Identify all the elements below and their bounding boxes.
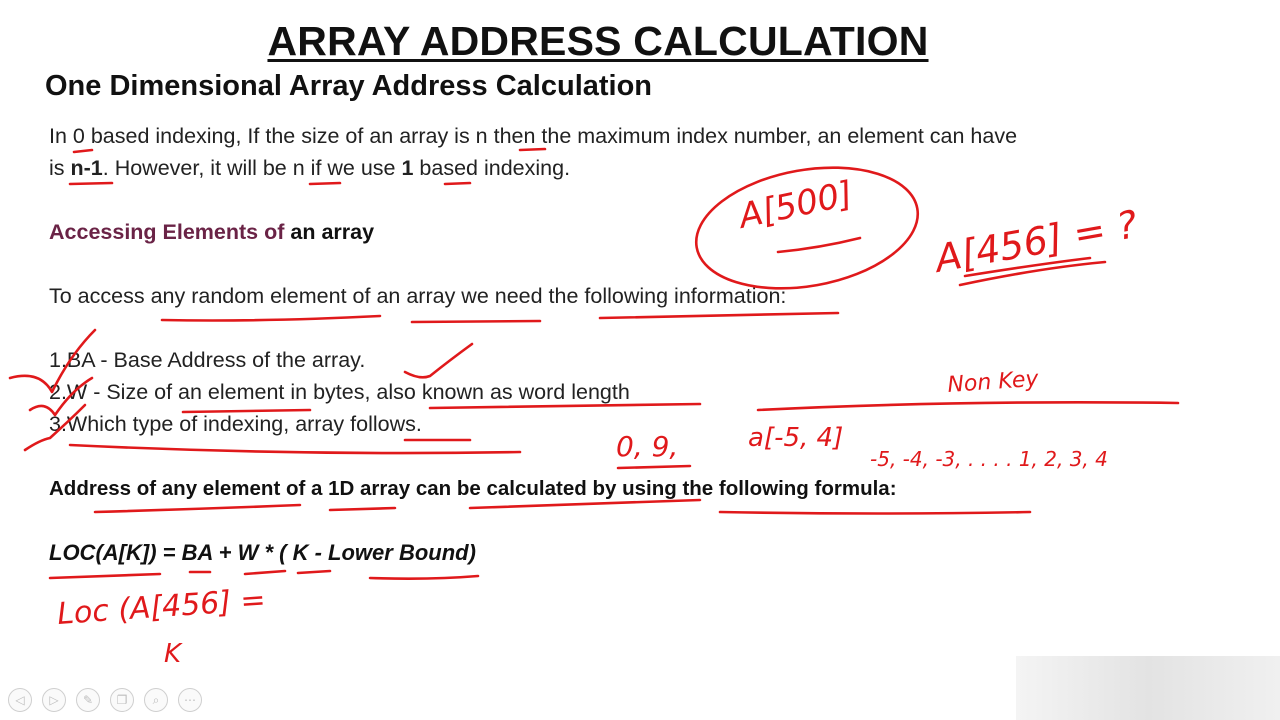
ink-underline	[960, 262, 1105, 285]
next-icon[interactable]: ▷	[42, 688, 66, 712]
list-item: 2.W - Size of an element in bytes, also known as word length	[49, 380, 630, 404]
ink-text-range: a[-5, 4]	[748, 423, 844, 453]
ink-underline	[330, 508, 395, 510]
zoom-icon[interactable]: ⌕	[144, 688, 168, 712]
ink-text-indices: 0, 9,	[616, 430, 679, 463]
ink-underline	[618, 466, 690, 468]
ink-text-range-values: -5, -4, -3, . . . . 1, 2, 3, 4	[870, 447, 1108, 471]
prev-icon[interactable]: ◁	[8, 688, 32, 712]
ink-underline	[445, 183, 470, 184]
copy-icon[interactable]: ❐	[110, 688, 134, 712]
list-item: 3.Which type of indexing, array follows.	[49, 412, 422, 436]
ink-underline	[720, 512, 1030, 514]
webcam-overlay	[1016, 656, 1280, 720]
ink-circle	[687, 151, 928, 304]
info-line: To access any random element of an array we need the following information:	[49, 284, 787, 308]
ink-underline	[310, 183, 340, 184]
ink-underline	[600, 313, 838, 318]
intro-line-1: In 0 based indexing, If the size of an array is n then the maximum index number, an element can have	[49, 124, 1018, 148]
ink-underline	[95, 505, 300, 512]
formula-intro: Address of any element of a 1D array can be calculated by using the following formula:	[49, 477, 897, 500]
formula: LOC(A[K]) = BA + W * ( K - Lower Bound)	[49, 540, 476, 565]
ink-text-loc: Loc (A[456] =	[56, 582, 267, 632]
ink-underline	[162, 316, 380, 321]
list-item: 1.BA - Base Address of the array.	[49, 348, 366, 372]
ink-underline	[370, 576, 478, 579]
intro-line-2: is n-1. However, it will be n if we use 1 based indexing.	[49, 156, 571, 180]
ink-underline	[74, 150, 92, 152]
slide-subtitle: One Dimensional Array Address Calculation	[45, 70, 653, 102]
more-icon[interactable]: ⋯	[178, 688, 202, 712]
one-based: 1	[401, 156, 414, 180]
pen-icon[interactable]: ✎	[76, 688, 100, 712]
ink-underline	[778, 238, 860, 252]
ink-text-nonkey: Non Key	[946, 366, 1040, 398]
ink-underline	[70, 183, 112, 184]
ink-underline	[412, 321, 540, 322]
ink-underline	[470, 500, 700, 508]
ink-check	[405, 344, 472, 377]
ink-text-k: K	[164, 639, 182, 669]
n-minus-1: n-1	[70, 156, 103, 180]
ink-line	[758, 402, 1178, 410]
ink-underline	[298, 571, 330, 573]
ink-text-a500: A[500]	[735, 173, 857, 237]
ink-underline	[965, 258, 1090, 276]
ink-underline	[70, 445, 520, 453]
ink-underline	[50, 574, 160, 578]
ink-underline	[245, 571, 285, 574]
presentation-toolbar	[8, 688, 202, 714]
access-heading: Accessing Elements of an array	[49, 220, 375, 244]
ink-underline	[520, 149, 545, 150]
slide-title: ARRAY ADDRESS CALCULATION	[267, 18, 929, 64]
ink-text-question: A[456] = ?	[931, 202, 1141, 281]
